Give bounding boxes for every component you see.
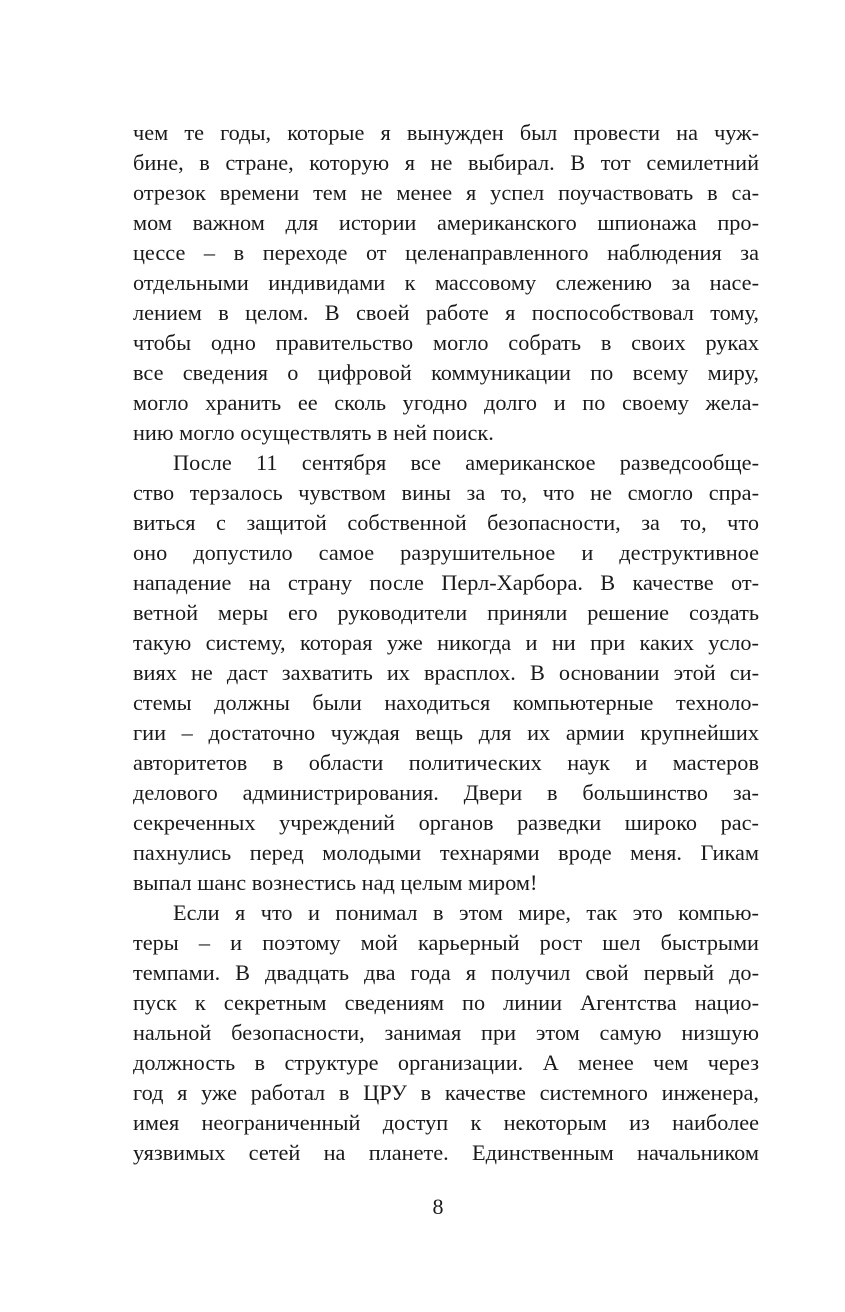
text-line: мом важном для истории американского шпионажа про- (133, 210, 759, 235)
text-line: бине, в стране, которую я не выбирал. В тот семилетний (133, 150, 759, 175)
text-line: делового администрирования. Двери в большинство за- (133, 780, 759, 805)
text-line: ветной меры его руководители приняли решение создать (133, 600, 759, 625)
text-line: После 11 сентября все американское разведсообще- (173, 450, 759, 475)
text-line: имея неограниченный доступ к некоторым из наиболее (133, 1110, 759, 1135)
text-line: виться с защитой собственной безопасности, за то, что (133, 510, 759, 535)
text-line: секреченных учреждений органов разведки широко рас- (133, 810, 759, 835)
text-line: ство терзалось чувством вины за то, что не смогло спра- (133, 480, 759, 505)
text-line: нию могло осуществлять в ней поиск. (133, 420, 494, 445)
text-line: отрезок времени тем не менее я успел поучаствовать в са- (133, 180, 759, 205)
text-line: могло хранить ее сколь угодно долго и по своему жела- (133, 390, 759, 415)
text-line: уязвимых сетей на планете. Единственным начальником (133, 1140, 759, 1165)
text-line: нальной безопасности, занимая при этом самую низшую (133, 1020, 759, 1045)
text-line: гии – достаточно чуждая вещь для их армии крупнейших (133, 720, 759, 745)
text-line: нападение на страну после Перл-Харбора. В качестве от- (133, 570, 759, 595)
text-line: оно допустило самое разрушительное и деструктивное (133, 540, 759, 565)
text-line: темпами. В двадцать два года я получил свой первый до- (133, 960, 759, 985)
text-line: пуск к секретным сведениям по линии Агентства нацио- (133, 990, 759, 1015)
text-line: лением в целом. В своей работе я поспособствовал тому, (133, 300, 759, 325)
text-line: год я уже работал в ЦРУ в качестве системного инженера, (133, 1080, 759, 1105)
text-line: стемы должны были находиться компьютерные техноло- (133, 690, 759, 715)
text-line: пахнулись перед молодыми технарями вроде меня. Гикам (133, 840, 759, 865)
text-line: виях не даст захватить их врасплох. В основании этой си- (133, 660, 759, 685)
text-line: выпал шанс вознестись над целым миром! (133, 870, 538, 895)
text-line: чем те годы, которые я вынужден был провести на чуж- (133, 120, 759, 145)
text-line: авторитетов в области политических наук и мастеров (133, 750, 759, 775)
text-line: чтобы одно правительство могло собрать в своих руках (133, 330, 759, 355)
text-line: все сведения о цифровой коммуникации по всему миру, (133, 360, 759, 385)
paragraph (133, 448, 759, 898)
paragraph (133, 118, 759, 448)
book-page-text (133, 118, 759, 1168)
text-line: такую систему, которая уже никогда и ни при каких усло- (133, 630, 759, 655)
text-line: должность в структуре организации. А менее чем через (133, 1050, 759, 1075)
page-number: 8 (432, 1194, 444, 1219)
text-line: цессе – в переходе от целенаправленного наблюдения за (133, 240, 759, 265)
text-line: Если я что и понимал в этом мире, так это компью- (173, 900, 759, 925)
text-line: отдельными индивидами к массовому слежению за насе- (133, 270, 759, 295)
text-line: теры – и поэтому мой карьерный рост шел быстрыми (133, 930, 759, 955)
paragraph (133, 898, 759, 1168)
